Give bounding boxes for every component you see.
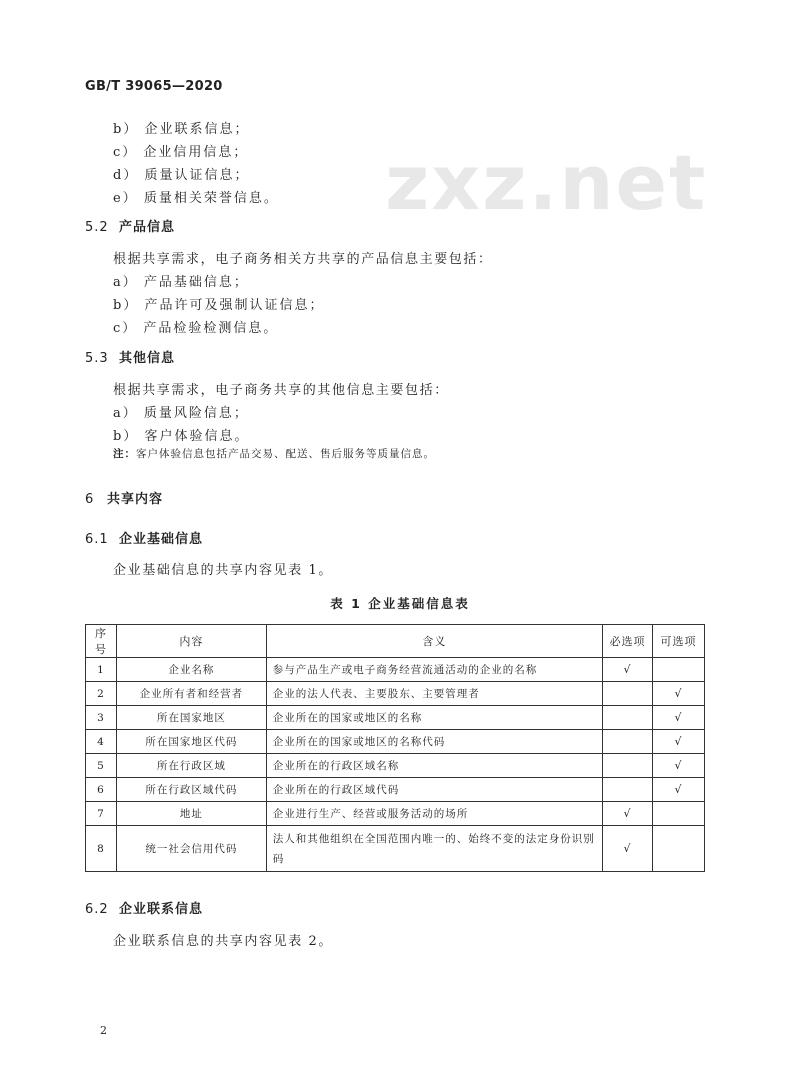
section-heading-5-2 <box>85 216 175 235</box>
paragraph: 根据共享需求，电子商务相关方共享的产品信息主要包括： <box>113 252 493 267</box>
table-header-row <box>86 625 705 658</box>
cell-meaning: 法人和其他组织在全国范围内唯一的、始终不变的法定身份识别码 <box>266 826 602 872</box>
list-item: a） 质量风险信息； <box>113 406 249 421</box>
section-title: 产品信息 <box>119 220 176 235</box>
cell-meaning: 企业所在的行政区域名称 <box>266 754 602 778</box>
cell-optional: √ <box>653 706 705 730</box>
section-number: 6.1 <box>85 532 109 547</box>
section-heading-5-3 <box>85 347 175 366</box>
list-item: a） 产品基础信息； <box>113 275 249 290</box>
cell-no: 7 <box>86 802 117 826</box>
cell-content: 统一社会信用代码 <box>116 826 266 872</box>
column-header: 序号 <box>86 625 117 658</box>
cell-content: 地址 <box>116 802 266 826</box>
column-header: 内容 <box>116 625 266 658</box>
section-number: 6.2 <box>85 902 109 917</box>
cell-meaning: 企业所在的国家或地区的名称代码 <box>266 730 602 754</box>
cell-no: 8 <box>86 826 117 872</box>
list-item: d） 质量认证信息； <box>113 168 250 183</box>
column-header: 必选项 <box>603 625 653 658</box>
table-row <box>86 730 705 754</box>
cell-optional: √ <box>653 754 705 778</box>
enterprise-basic-info-table <box>85 624 705 872</box>
cell-no: 1 <box>86 658 117 682</box>
cell-optional: √ <box>653 682 705 706</box>
watermark: zxz.net <box>385 138 708 227</box>
cell-meaning: 参与产品生产或电子商务经营流通活动的企业的名称 <box>266 658 602 682</box>
table-row <box>86 658 705 682</box>
cell-meaning: 企业所在的国家或地区的名称 <box>266 706 602 730</box>
cell-required <box>603 730 653 754</box>
section-title: 企业基础信息 <box>119 532 204 547</box>
cell-content: 所在行政区域 <box>116 754 266 778</box>
cell-optional: √ <box>653 778 705 802</box>
standard-code: GB/T 39065—2020 <box>85 79 223 94</box>
table-row <box>86 802 705 826</box>
cell-optional <box>653 802 705 826</box>
section-heading-6-2 <box>85 898 203 917</box>
cell-required <box>603 706 653 730</box>
cell-no: 6 <box>86 778 117 802</box>
list-item: e） 质量相关荣誉信息。 <box>113 191 279 206</box>
section-title: 其他信息 <box>119 351 176 366</box>
cell-optional: √ <box>653 730 705 754</box>
table-row <box>86 682 705 706</box>
note-text: 客户体验信息包括产品交易、配送、售后服务等质量信息。 <box>136 448 435 460</box>
note-label: 注： <box>113 448 136 460</box>
table-row <box>86 706 705 730</box>
table-row <box>86 778 705 802</box>
section-title: 企业联系信息 <box>119 902 204 917</box>
cell-meaning: 企业的法人代表、主要股东、主要管理者 <box>266 682 602 706</box>
column-header: 可选项 <box>653 625 705 658</box>
section-heading-6 <box>85 488 163 507</box>
paragraph: 根据共享需求，电子商务共享的其他信息主要包括： <box>113 383 449 398</box>
table-row <box>86 826 705 872</box>
cell-required <box>603 682 653 706</box>
section-heading-6-1 <box>85 528 203 547</box>
column-header: 含义 <box>266 625 602 658</box>
cell-content: 所在国家地区代码 <box>116 730 266 754</box>
cell-required: √ <box>603 826 653 872</box>
cell-optional <box>653 826 705 872</box>
cell-optional <box>653 658 705 682</box>
table-caption: 表 1 企业基础信息表 <box>330 596 470 611</box>
cell-no: 4 <box>86 730 117 754</box>
cell-content: 企业所有者和经营者 <box>116 682 266 706</box>
section-number: 5.2 <box>85 220 109 235</box>
cell-content: 所在行政区域代码 <box>116 778 266 802</box>
list-item: c） 企业信用信息； <box>113 145 249 160</box>
list-item: b） 企业联系信息； <box>113 122 250 137</box>
cell-no: 3 <box>86 706 117 730</box>
cell-meaning: 企业所在的行政区域代码 <box>266 778 602 802</box>
section-title: 共享内容 <box>107 492 164 507</box>
cell-required: √ <box>603 802 653 826</box>
cell-no: 2 <box>86 682 117 706</box>
section-number: 5.3 <box>85 351 109 366</box>
cell-content: 所在国家地区 <box>116 706 266 730</box>
paragraph: 企业联系信息的共享内容见表 2。 <box>113 934 334 949</box>
list-item: b） 客户体验信息。 <box>113 429 250 444</box>
page-number: 2 <box>100 1024 107 1037</box>
table-row <box>86 754 705 778</box>
cell-no: 5 <box>86 754 117 778</box>
list-item: b） 产品许可及强制认证信息； <box>113 298 325 313</box>
note <box>113 446 435 461</box>
cell-content: 企业名称 <box>116 658 266 682</box>
cell-meaning: 企业进行生产、经营或服务活动的场所 <box>266 802 602 826</box>
cell-required <box>603 778 653 802</box>
list-item: c） 产品检验检测信息。 <box>113 321 279 336</box>
cell-required <box>603 754 653 778</box>
paragraph: 企业基础信息的共享内容见表 1。 <box>113 563 334 578</box>
cell-required: √ <box>603 658 653 682</box>
section-number: 6 <box>85 492 95 507</box>
